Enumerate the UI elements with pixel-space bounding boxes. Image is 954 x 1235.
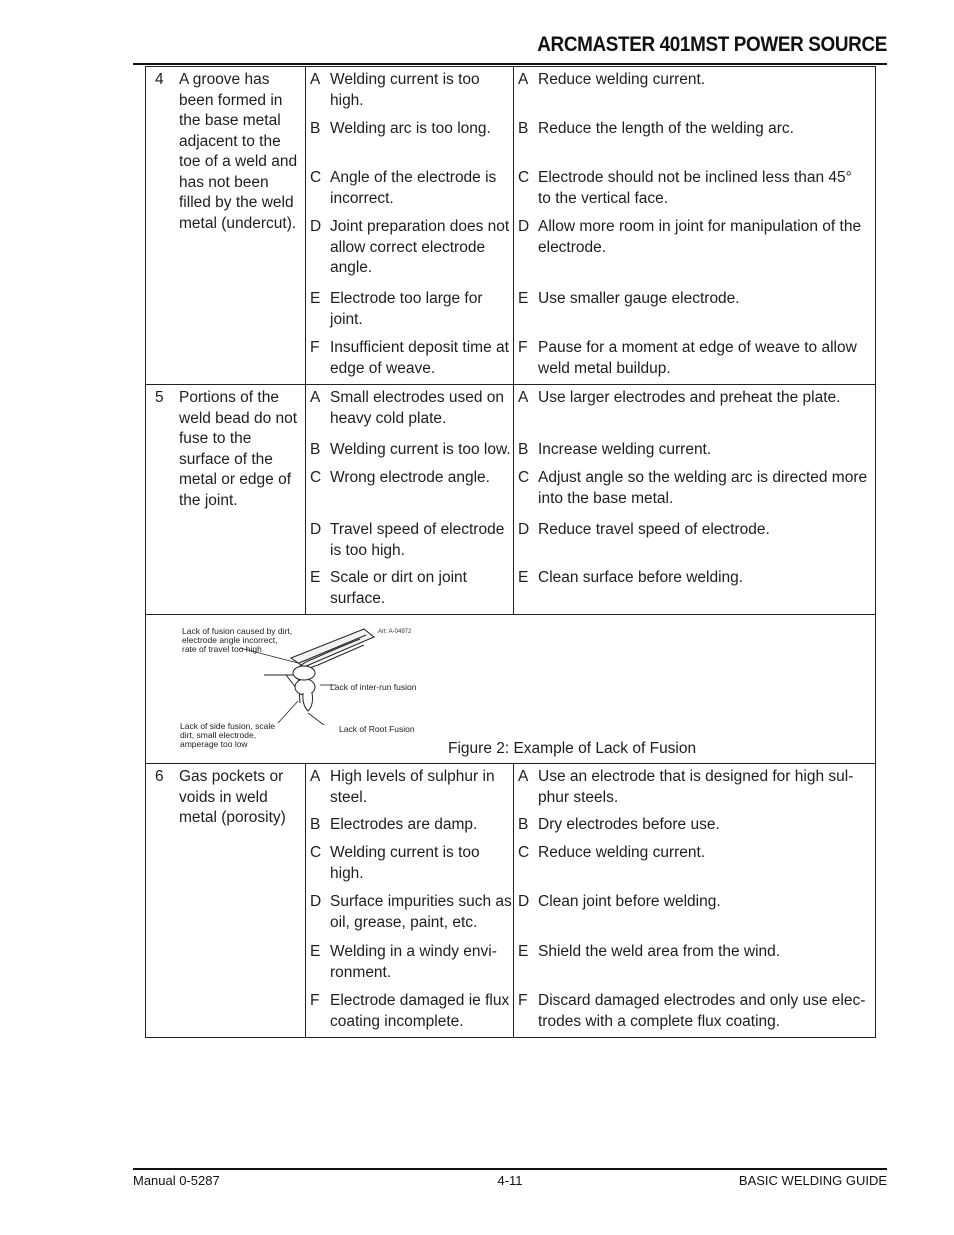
remedy-text: Use smaller gauge electrode.: [538, 290, 740, 307]
remedy-text: Reduce travel speed of electrode.: [538, 521, 770, 538]
footer-rule: [133, 1168, 887, 1170]
cause-text: Welding current is too low.: [330, 441, 511, 458]
cause-letter: B: [310, 120, 321, 137]
remedy-letter: D: [518, 521, 530, 538]
leader-line-side: [278, 701, 298, 723]
remedy-letter: B: [518, 816, 529, 833]
page-footer: [133, 1173, 887, 1189]
cause-text: Insufficient deposit time at edge of weave.: [330, 339, 509, 377]
remedy-cell: [514, 385, 876, 615]
remedy-text: Electrode should not be inclined less than 45° to the vertical face.: [538, 169, 852, 207]
cause-letter: E: [310, 290, 321, 307]
root-bead: [295, 679, 315, 695]
remedy-text: Discard damaged electrodes and only use elec-trodes with a complete flux coating.: [538, 992, 866, 1030]
cause-letter: C: [310, 844, 322, 861]
cause-letter: B: [310, 816, 321, 833]
cause-cell: [306, 385, 514, 615]
label-side: Lack of side fusion, scale dirt, small electrode, amperage too low: [180, 721, 275, 749]
table-row-section-5: [146, 385, 876, 615]
cause-letter: A: [310, 71, 321, 88]
header-rule: [133, 63, 887, 65]
remedy-text: Increase welding current.: [538, 441, 712, 458]
label-top: Lack of fusion caused by dirt, electrode angle incorrect, rate of travel too high: [182, 626, 293, 654]
remedy-letter: C: [518, 844, 530, 861]
cause-letter: F: [310, 992, 320, 1009]
cause-text: Welding arc is too long.: [330, 120, 491, 137]
problem-description: Portions of the weld bead do not fuse to the surface of the metal or edge of the joint.: [179, 389, 298, 509]
remedy-letter: F: [518, 339, 528, 356]
footer-page-number: 4-11: [497, 1173, 523, 1188]
page-header-title: ARCMASTER 401MST POWER SOURCE: [537, 33, 887, 56]
remedy-letter: F: [518, 992, 528, 1009]
remedy-letter: C: [518, 469, 530, 486]
cause-letter: F: [310, 339, 320, 356]
art-id-label: Art: A-04972: [378, 629, 412, 635]
remedy-letter: C: [518, 169, 530, 186]
cause-text: Welding in a windy envi-ronment.: [330, 943, 497, 981]
remedy-letter: A: [518, 389, 529, 406]
cause-text: Small electrodes used on heavy cold plate.: [330, 389, 505, 427]
cause-text: Angle of the electrode is incorrect.: [330, 169, 497, 207]
problem-cell: [146, 385, 306, 615]
problem-cell: [146, 764, 306, 1038]
problem-cell: [146, 67, 306, 385]
cause-text: Electrodes are damp.: [330, 816, 478, 833]
remedy-text: Dry electrodes before use.: [538, 816, 720, 833]
cause-text: Electrode too large for joint.: [330, 290, 483, 328]
remedy-letter: B: [518, 120, 529, 137]
table-row-section-6: [146, 764, 876, 1038]
remedy-text: Shield the weld area from the wind.: [538, 943, 781, 960]
table-row-section-4: [146, 67, 876, 385]
footer-manual-number: Manual 0-5287: [133, 1173, 220, 1188]
cause-letter: A: [310, 389, 321, 406]
cause-letter: D: [310, 218, 322, 235]
remedy-text: Reduce the length of the welding arc.: [538, 120, 794, 137]
second-bead: [293, 666, 315, 680]
cause-text: Joint preparation does not allow correct electrode angle.: [330, 218, 510, 276]
remedy-cell: [514, 764, 876, 1038]
lack-of-fusion-diagram: [178, 623, 430, 755]
cause-letter: E: [310, 569, 321, 586]
problem-number: 6: [155, 768, 164, 785]
label-root: Lack of Root Fusion: [339, 724, 415, 734]
label-inter-run: Lack of inter-run fusion: [330, 682, 417, 692]
remedy-text: Clean surface before welding.: [538, 569, 744, 586]
remedy-letter: A: [518, 71, 529, 88]
cause-cell: [306, 764, 514, 1038]
remedy-letter: E: [518, 569, 529, 586]
cause-text: Surface impurities such as oil, grease, paint, etc.: [330, 893, 512, 931]
cause-text: Travel speed of electrode is too high.: [330, 521, 505, 559]
cause-letter: C: [310, 169, 322, 186]
problem-number: 5: [155, 389, 164, 406]
cause-letter: D: [310, 521, 322, 538]
remedy-letter: D: [518, 893, 530, 910]
cause-text: High levels of sulphur in steel.: [330, 768, 495, 806]
remedy-cell: [514, 67, 876, 385]
remedy-text: Pause for a moment at edge of weave to allow weld metal buildup.: [538, 339, 857, 377]
problem-description: Gas pockets or voids in weld metal (porosity): [179, 768, 286, 826]
remedy-letter: D: [518, 218, 530, 235]
remedy-text: Use an electrode that is designed for high sul-phur steels.: [538, 768, 854, 806]
remedy-text: Reduce welding current.: [538, 71, 706, 88]
cause-letter: E: [310, 943, 321, 960]
cause-letter: A: [310, 768, 321, 785]
cause-text: Welding current is too high.: [330, 844, 480, 882]
cause-letter: D: [310, 893, 322, 910]
remedy-letter: B: [518, 441, 529, 458]
cause-text: Wrong electrode angle.: [330, 469, 490, 486]
problem-number: 4: [155, 71, 164, 88]
footer-section-title: BASIC WELDING GUIDE: [738, 1173, 887, 1188]
root-pass: [303, 693, 313, 711]
remedy-text: Use larger electrodes and preheat the plate.: [538, 389, 841, 406]
problem-description: A groove has been formed in the base metal adjacent to the toe of a weld and has not been filled by the weld metal (undercut).: [179, 71, 298, 232]
remedy-letter: E: [518, 943, 529, 960]
cause-cell: [306, 67, 514, 385]
remedy-text: Adjust angle so the welding arc is directed more into the base metal.: [538, 469, 868, 507]
remedy-text: Allow more room in joint for manipulation of the electrode.: [538, 218, 862, 256]
cause-text: Electrode damaged ie flux coating incomplete.: [330, 992, 510, 1030]
remedy-letter: E: [518, 290, 529, 307]
cause-text: Scale or dirt on joint surface.: [330, 569, 467, 607]
cause-letter: B: [310, 441, 321, 458]
remedy-letter: A: [518, 768, 529, 785]
leader-line-root: [308, 713, 324, 725]
table-row-figure: [146, 615, 876, 764]
figure-caption: Figure 2: Example of Lack of Fusion: [448, 740, 697, 757]
remedy-text: Reduce welding current.: [538, 844, 706, 861]
cause-text: Welding current is too high.: [330, 71, 480, 109]
figure-cell: [146, 615, 876, 764]
remedy-text: Clean joint before welding.: [538, 893, 721, 910]
troubleshooting-table: [145, 66, 876, 1038]
cause-letter: C: [310, 469, 322, 486]
